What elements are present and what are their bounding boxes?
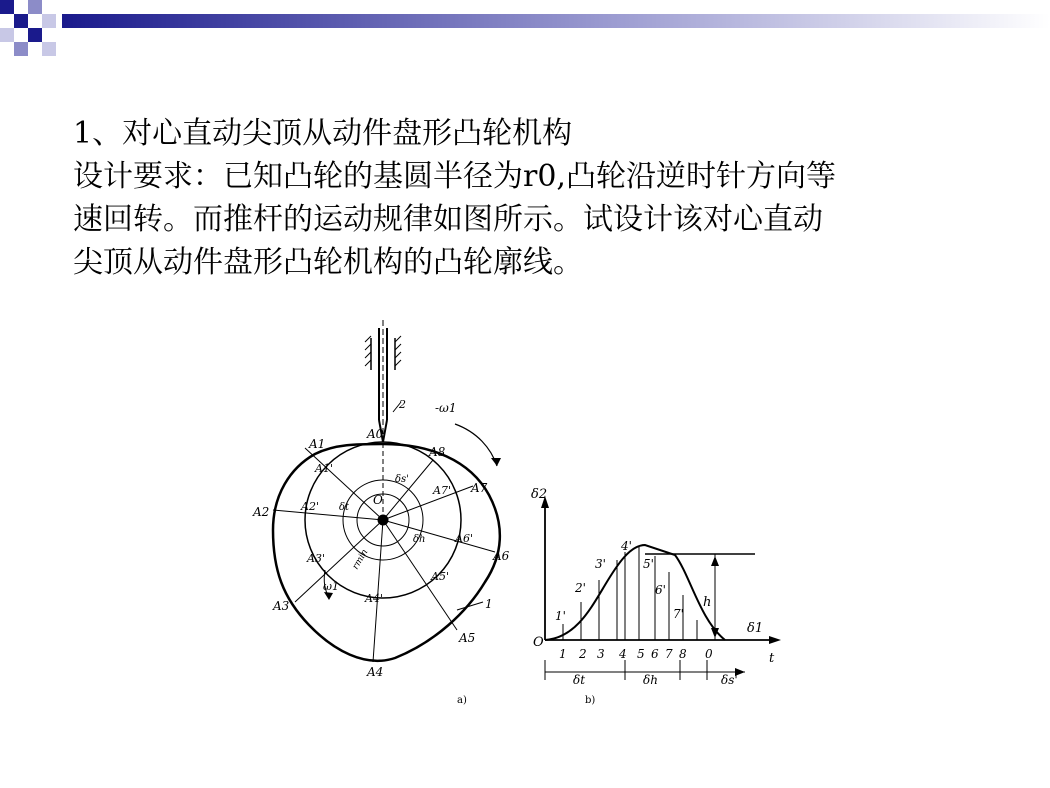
tick-0: 0 [705,647,713,661]
label-delta-h: δh [413,534,426,545]
label-a4: A4 [367,665,384,679]
label-axis-t: t [769,651,775,666]
label-a5-prime: A5' [431,570,449,583]
label-origin-o: O [533,635,544,650]
slide-heading: 1、对心直动尖顶从动件盘形凸轮机构 [73,116,573,151]
curve-label-3: 3' [595,557,606,571]
tick-4: 4 [619,647,627,661]
slide-text-block [73,112,993,284]
cam-diagram [273,320,501,662]
caption-b: b) [585,695,596,706]
label-a3-prime: A3' [307,552,325,565]
header-decoration [0,0,1050,70]
label-delta-t: δt [339,502,350,513]
label-a6-prime: A6' [455,532,473,545]
header-decoration-graphic [0,0,1050,70]
curve-label-6: 6' [655,583,666,597]
label-a7-prime: A7' [433,484,451,497]
tick-8: 8 [679,647,687,661]
label-a2: A2 [253,505,270,519]
curve-label-5: 5' [643,557,654,571]
span-delta-s2: δs' [721,673,738,687]
curve-label-4: 4' [621,539,632,553]
label-a6: A6 [493,549,510,563]
curve-label-7: 7' [673,607,684,621]
label-a7: A7 [471,481,488,495]
label-a5: A5 [459,631,476,645]
label-cam-1: 1 [485,597,493,611]
tick-2: 2 [579,647,587,661]
span-delta-h: δh [643,673,658,687]
label-axis-x: δ1 [747,621,764,636]
label-omega-top: -ω1 [435,401,457,415]
body-line-1: 设计要求：已知凸轮的基圆半径为r0,凸轮沿逆时针方向等 [73,159,836,194]
label-omega-inner: ω1 [323,580,339,593]
tick-1: 1 [559,647,567,661]
span-delta-t: δt [573,673,586,687]
cam-figure [245,320,805,710]
body-line-3: 尖顶从动件盘形凸轮机构的凸轮廓线。 [73,245,583,280]
label-axis-y: δ2 [531,487,548,502]
label-a0: A0 [367,427,384,441]
body-line-2: 速回转。而推杆的运动规律如图所示。试设计该对心直动 [73,202,823,237]
cam-figure-svg [245,320,805,710]
label-a1-prime: A1' [315,462,333,475]
tick-7: 7 [665,647,673,661]
caption-a: a) [457,695,467,706]
label-a3: A3 [273,599,290,613]
label-rmin: rmin [350,547,371,572]
label-a8: A8 [429,445,446,459]
label-h: h [703,595,712,610]
tick-5: 5 [637,647,645,661]
label-delta-s2: δs' [395,474,409,485]
curve-label-2: 2' [575,581,586,595]
label-a4-prime: A4' [365,592,383,605]
label-center-o: O [373,493,383,507]
tick-3: 3 [597,647,605,661]
label-follower-2: 2 [399,398,406,411]
label-a1: A1 [309,437,326,451]
tick-6: 6 [651,647,659,661]
curve-label-1: 1' [555,609,566,623]
label-a2-prime: A2' [301,500,319,513]
